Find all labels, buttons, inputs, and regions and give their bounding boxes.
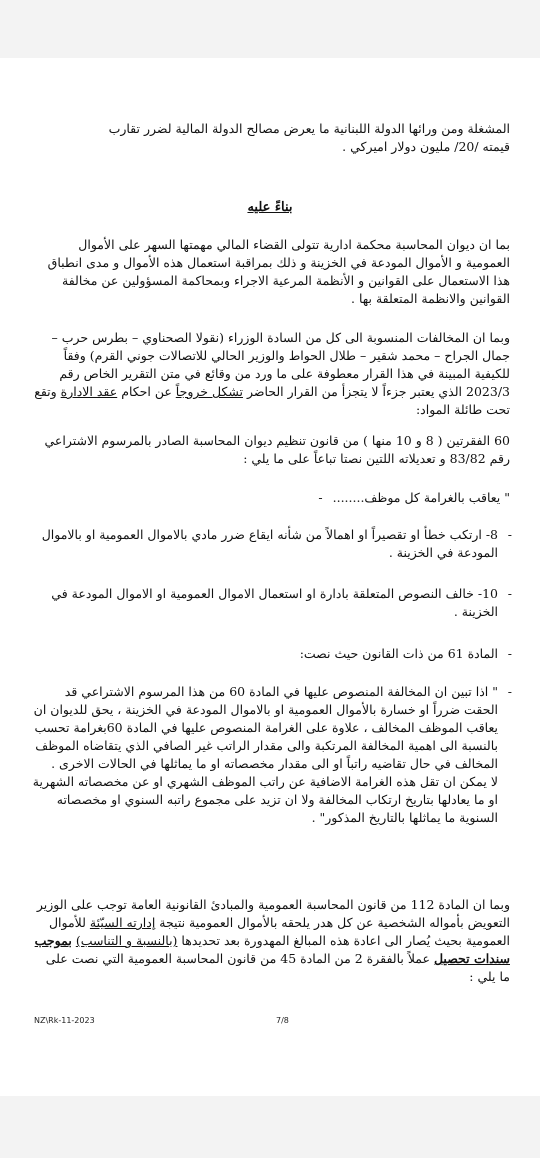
paragraph-article-60: 60 الفقرتين ( 8 و 10 منها ) من قانون تنظيم ديوان المحاسبة الصادر بالمرسوم الاشتراعي رقم 83/82 و تعديلاته اللتين نصتا تباعاً على ما يلي : (44, 433, 510, 466)
quote-intro: " يعاقب بالغرامة كل موظف........ - (318, 490, 510, 505)
bullet-dash: - (507, 684, 512, 699)
underlined-phrase: عقد الادارة (60, 384, 118, 399)
quote-61-part-b: لا يمكن ان تقل هذه الغرامة الاضافية عن راتب الموظف الشهري او عن مخصصاته الشهرية او ما يعادلها بتاريخ ارتكاب المخالفة ولا ان تزيد على مجموع راتبه السنوي او مخصصاته السنوية ما يماثلها بالتاريخ المذكور" . (32, 774, 498, 825)
bullet-dash: - (507, 646, 512, 661)
intro-line-1: المشغلة ومن ورائها الدولة اللبنانية ما يعرض مصالح الدولة المالية لضرر تقارب (108, 121, 510, 136)
underlined-bold-phrase: بموجب سندات تحصيل (34, 933, 510, 966)
page-number: 7/8 (276, 1016, 289, 1025)
document-page (0, 58, 540, 1096)
underlined-phrase: تشكل خروجاً (175, 384, 243, 399)
article-61-heading: المادة 61 من ذات القانون حيث نصت: (299, 646, 498, 661)
intro-paragraph (32, 120, 510, 156)
list-item-8: 8- ارتكب خطأ او تقصيراً او اهمالاً من شأنه ايقاع ضرر مادي بالاموال العمومية او بالاموال المودعة في الخزينة . (41, 527, 498, 560)
bullet-dash: - (507, 527, 512, 542)
viewer-top-bar (0, 0, 540, 58)
paragraph-violations: وبما ان المخالفات المنسوبة الى كل من السادة الوزراء (نقولا الصحناوي – بطرس حرب – جمال الجراح – محمد شقير – طلال الحواط والوزير الحالي للاتصالات جوني القرم) وفقاً للكيفية المبينة في هذا القرار معطوفة على ما ورد من وقائع في متن التقرير الخاص رقم 2023/3 الذي يعتبر جزءاً لا يتجزأ من القرار الحاضر تشكل خروجاً عن احكام عقد الادارة وتقع تحت طائلة المواد: (34, 330, 510, 417)
quote-article-61 (32, 683, 498, 827)
section-heading: بناءً عليه (247, 200, 293, 215)
intro-line-2: قيمته /20/ مليون دولار اميركي . (342, 139, 510, 154)
document-reference: NZ\Rk-11-2023 (34, 1016, 95, 1025)
paragraph-article-112: وبما ان المادة 112 من قانون المحاسبة العمومية والمبادئ القانونية العامة توجب على الوزير التعويض بأمواله الشخصية عن كل هدر يلحقه بالأموال العمومية نتيجة إدارته السيّئة للأموال العمومية بحيث يُصار الى اعادة هذه المبالغ المهدورة بعد تحديدها (بالنسبة و التناسب) بموجب سندات تحصيل عملاً بالفقرة 2 من المادة 45 من قانون المحاسبة العمومية التي نصت على ما يلي : (34, 897, 510, 984)
bullet-dash: - (507, 586, 512, 601)
underlined-phrase: (بالنسبة و التناسب) (75, 933, 178, 948)
viewer-bottom-bar (0, 1096, 540, 1158)
paragraph-court-mandate: بما ان ديوان المحاسبة محكمة ادارية تتولى القضاء المالي مهمتها السهر على الأموال العمومية و الأموال المودعة في الخزينة و ذلك بمراقبة استعمال هذه الأموال و مدى انطباق هذا الاستعمال على القوانين و الأنظمة المرعية الاجراء وبمحاكمة المسؤولين عن مخالفة القوانين والانظمة المتعلقة بها . (47, 237, 510, 306)
list-item-10: 10- خالف النصوص المتعلقة بادارة او استعمال الاموال العمومية او الاموال المودعة في الخزينة . (51, 586, 498, 619)
underlined-phrase: إدارته السيّئة (89, 915, 156, 930)
quote-61-part-a: " اذا تبين ان المخالفة المنصوص عليها في المادة 60 من هذا المرسوم الاشتراعي قد الحقت ضرراً او خسارة بالأموال العمومية او بالاموال المودعة في الخزينة ، يحق للديوان ان يعاقب الموظف المخالف ، علاوة على الغرامة المنصوص عليها في المادة 60بغرامة تحسب بالنسبة الى اهمية المخالفة المرتكبة والى مقدار الراتب غير الصافي الذي يتقاضاه الموظف المخالف في حال تقاضيه راتباً او الى مقدار مخصصاته او ما يماثلها في الحالات الاخرى . (33, 684, 498, 771)
